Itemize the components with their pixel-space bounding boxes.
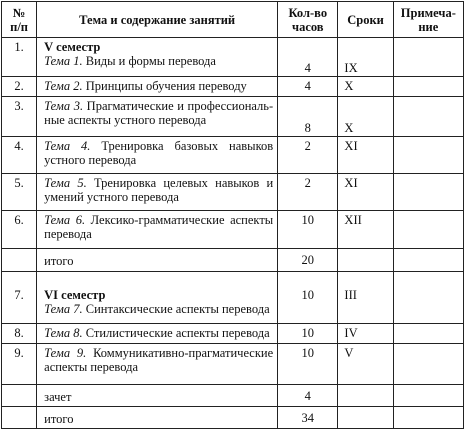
row-term: X <box>338 97 393 137</box>
topic-text: Тренировка базовых навыков устного перевода <box>44 139 274 167</box>
row-term: V <box>338 344 393 385</box>
row-note <box>393 174 463 211</box>
topic-tema: Тема 7. <box>44 302 83 316</box>
row-hours: 4 <box>278 385 338 407</box>
topic-tema: Тема 8. <box>44 326 83 340</box>
row-num: 3. <box>2 97 37 137</box>
topic-text: Синтаксические аспекты перевода <box>82 302 270 316</box>
topic-tema: Тема 1. <box>44 54 83 68</box>
row-hours: 10 <box>278 344 338 385</box>
row-num <box>2 385 37 407</box>
row-num: 4. <box>2 137 37 174</box>
row-note <box>393 385 463 407</box>
row-note <box>393 137 463 174</box>
row-note <box>393 38 463 77</box>
row-topic <box>37 174 278 211</box>
table-row <box>2 97 464 137</box>
row-hours: 10 <box>278 272 338 324</box>
row-num: 8. <box>2 324 37 344</box>
row-note <box>393 272 463 324</box>
topic-tema: Тема 9. <box>44 346 87 360</box>
row-topic <box>37 344 278 385</box>
row-hours: 10 <box>278 211 338 249</box>
table-row <box>2 385 464 407</box>
row-topic <box>37 38 278 77</box>
table-row <box>2 344 464 385</box>
row-num: 9. <box>2 344 37 385</box>
header-row <box>2 2 464 38</box>
row-note <box>393 324 463 344</box>
row-term: III <box>338 272 393 324</box>
row-hours: 4 <box>278 38 338 77</box>
header-note: Примеча- ние <box>393 2 463 38</box>
table-row <box>2 38 464 77</box>
row-note <box>393 77 463 97</box>
row-total-label: зачет <box>37 385 278 407</box>
row-num: 1. <box>2 38 37 77</box>
topic-text: Принципы обучения переводу <box>82 79 247 93</box>
row-total-label: итого <box>37 249 278 272</box>
table-row <box>2 174 464 211</box>
row-term <box>338 407 393 429</box>
row-topic <box>37 211 278 249</box>
row-num: 6. <box>2 211 37 249</box>
row-note <box>393 249 463 272</box>
row-topic <box>37 77 278 97</box>
row-term <box>338 249 393 272</box>
semester-heading: V семестр <box>44 40 101 54</box>
row-term: X <box>338 77 393 97</box>
table-row <box>2 137 464 174</box>
row-note <box>393 344 463 385</box>
topic-tema: Тема 3. <box>44 99 84 113</box>
row-note <box>393 407 463 429</box>
topic-tema: Тема 4. <box>44 139 91 153</box>
row-term: XII <box>338 211 393 249</box>
row-term: XI <box>338 137 393 174</box>
topic-text: Тренировка целевых навыков и умений устного перевода <box>44 176 274 204</box>
row-total-label: итого <box>37 407 278 429</box>
header-topic: Тема и содержание занятий <box>37 2 278 38</box>
row-note <box>393 97 463 137</box>
row-term: IX <box>338 38 393 77</box>
semester-heading: VI семестр <box>44 288 106 302</box>
row-hours: 10 <box>278 324 338 344</box>
row-topic <box>37 97 278 137</box>
row-num: 7. <box>2 272 37 324</box>
header-num: № п/п <box>2 2 37 38</box>
topic-text: Лексико-грамматические аспекты перевода <box>44 213 274 241</box>
row-hours: 34 <box>278 407 338 429</box>
topic-text: Виды и формы перевода <box>82 54 216 68</box>
topic-tema: Тема 5. <box>44 176 87 190</box>
row-term <box>338 385 393 407</box>
topic-text: Стилистические аспекты перевода <box>82 326 270 340</box>
row-num <box>2 407 37 429</box>
row-hours: 2 <box>278 174 338 211</box>
curriculum-table <box>1 1 464 429</box>
row-term: IV <box>338 324 393 344</box>
row-term: XI <box>338 174 393 211</box>
row-num: 2. <box>2 77 37 97</box>
topic-tema: Тема 2. <box>44 79 83 93</box>
table-row <box>2 249 464 272</box>
table-row <box>2 324 464 344</box>
row-topic <box>37 272 278 324</box>
header-hours: Кол-во часов <box>278 2 338 38</box>
row-topic <box>37 137 278 174</box>
topic-text: Прагматические и профессиональ-ные аспекты устного перевода <box>44 99 274 127</box>
table-row <box>2 211 464 249</box>
row-topic <box>37 324 278 344</box>
row-hours: 2 <box>278 137 338 174</box>
table-row <box>2 407 464 429</box>
table-row <box>2 77 464 97</box>
topic-text: Коммуникативно-прагматические аспекты перевода <box>44 346 274 374</box>
row-num: 5. <box>2 174 37 211</box>
row-num <box>2 249 37 272</box>
row-hours: 8 <box>278 97 338 137</box>
table-row <box>2 272 464 324</box>
header-term: Сроки <box>338 2 393 38</box>
topic-tema: Тема 6. <box>44 213 86 227</box>
row-hours: 20 <box>278 249 338 272</box>
row-note <box>393 211 463 249</box>
row-hours: 4 <box>278 77 338 97</box>
